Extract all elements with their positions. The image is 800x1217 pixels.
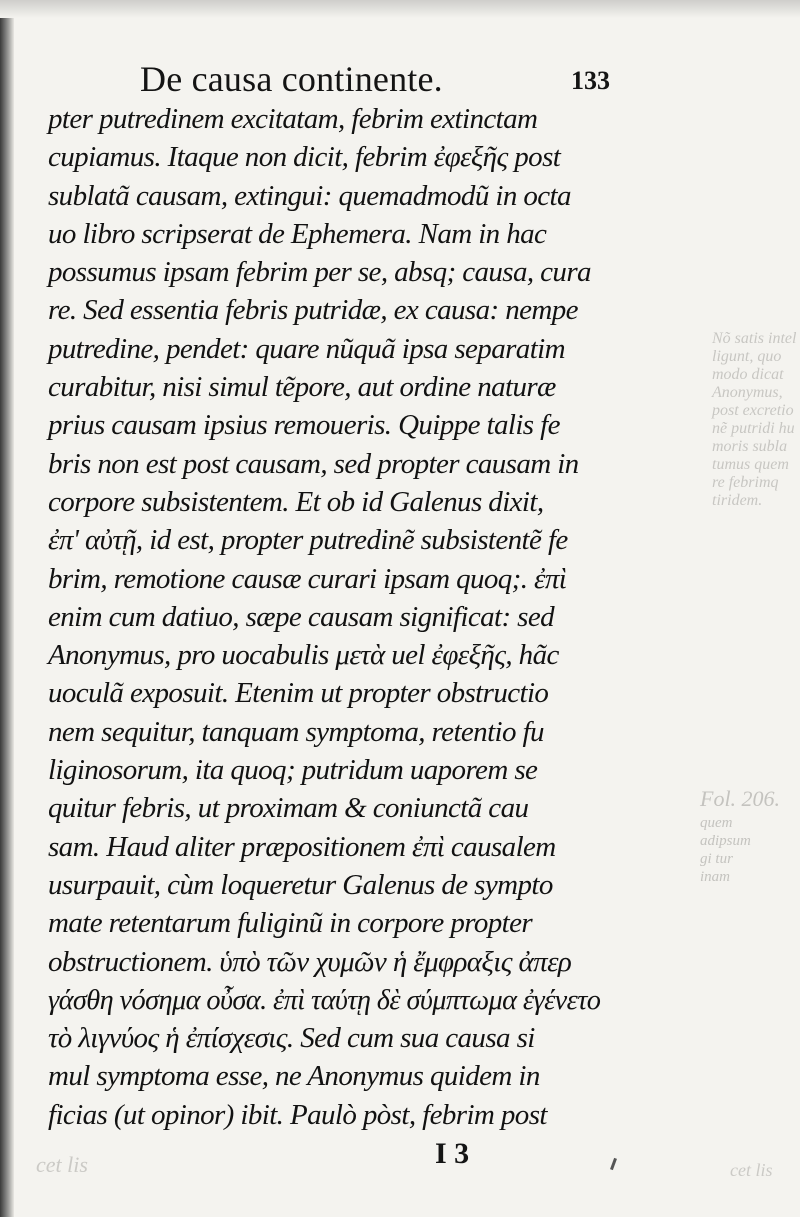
text-line: prius causam ipsius remoueris. Quippe talis fe: [48, 409, 560, 442]
text-line: enim cum datiuo, sæpe causam significat: sed: [48, 600, 555, 633]
body-text: [48, 100, 600, 1134]
page-header: [140, 58, 610, 98]
text-line: mate retentarum fuliginũ in corpore propter: [48, 907, 533, 940]
show-through-footer-left: cet lis: [36, 1152, 88, 1177]
text-line: pter putredinem excitatam, febrim extinctam: [48, 103, 538, 135]
text-line: bris non est post causam, sed propter causam in: [48, 447, 579, 480]
book-gutter-shadow: [0, 0, 14, 1217]
text-line: nem sequitur, tanquam symptoma, retentio fu: [48, 715, 544, 748]
text-line: sublatã causam, extingui: quemadmodũ in octa: [48, 179, 571, 212]
text-line: possumus ipsam febrim per se, absq; causa, cura: [48, 256, 591, 289]
signature-mark: I 3: [435, 1137, 470, 1170]
text-line: quitur febris, ut proximam & coniunctã cau: [48, 792, 529, 825]
show-through-footer-right: cet lis: [730, 1160, 773, 1180]
text-line: mul symptoma esse, ne Anonymus quidem in: [48, 1060, 540, 1093]
text-line: usurpauit, cùm loqueretur Galenus de sympto: [48, 868, 553, 901]
margin-tick-mark: [610, 1158, 617, 1170]
text-line: uoculã exposuit. Etenim ut propter obstructio: [48, 677, 549, 710]
show-through-text: Nõ satis intel ligunt, quo modo dicat Anonymus, post excretio nẽ putridi hu moris subla tumus quem re febrimq tiridem.: [712, 330, 797, 509]
text-line: cupiamus. Itaque non dicit, febrim ἐφεξῆς post: [48, 141, 561, 174]
text-line: uo libro scripserat de Ephemera. Nam in hac: [48, 217, 547, 250]
page-top-shadow: [0, 0, 800, 18]
text-line: re. Sed essentia febris putridæ, ex causa: nempe: [48, 294, 578, 327]
text-line: ficias (ut opinor) ibit. Paulò pòst, febrim post: [48, 1098, 547, 1131]
text-line: curabitur, nisi simul tẽpore, aut ordine naturæ: [48, 371, 556, 404]
text-line: liginosorum, ita quoq; putridum uaporem se: [48, 754, 538, 787]
text-line: Anonymus, pro uocabulis μετὰ uel ἐφεξῆς, hãc: [48, 639, 559, 672]
text-line: ἐπ' αὐτῇ, id est, propter putredinẽ subsistentẽ fe: [48, 524, 568, 557]
text-line: brim, remotione causæ curari ipsam quoq;. ἐπὶ: [48, 562, 567, 595]
text-line: obstructionem. ὑπὸ τῶν χυμῶν ἡ ἔμφραξις ἀπερ: [48, 945, 572, 978]
text-line: corpore subsistentem. Et ob id Galenus dixit,: [48, 485, 544, 518]
text-line: sam. Haud aliter præpositionem ἐπὶ causalem: [48, 830, 556, 863]
show-through-marginal-note: Fol. 206. quem adipsum gi tur inam: [700, 786, 781, 885]
running-title: De causa continente.: [140, 59, 443, 99]
text-line: putredine, pendet: quare nũquã ipsa separatim: [48, 332, 565, 365]
page-number: 133: [571, 66, 610, 95]
text-line: τὸ λιγνύος ἡ ἐπίσχεσις. Sed cum sua causa si: [48, 1022, 535, 1055]
text-line: γάσθη νόσημα οὖσα. ἐπὶ ταύτῃ δὲ σύμπτωμα ἐγένετο: [48, 983, 601, 1016]
